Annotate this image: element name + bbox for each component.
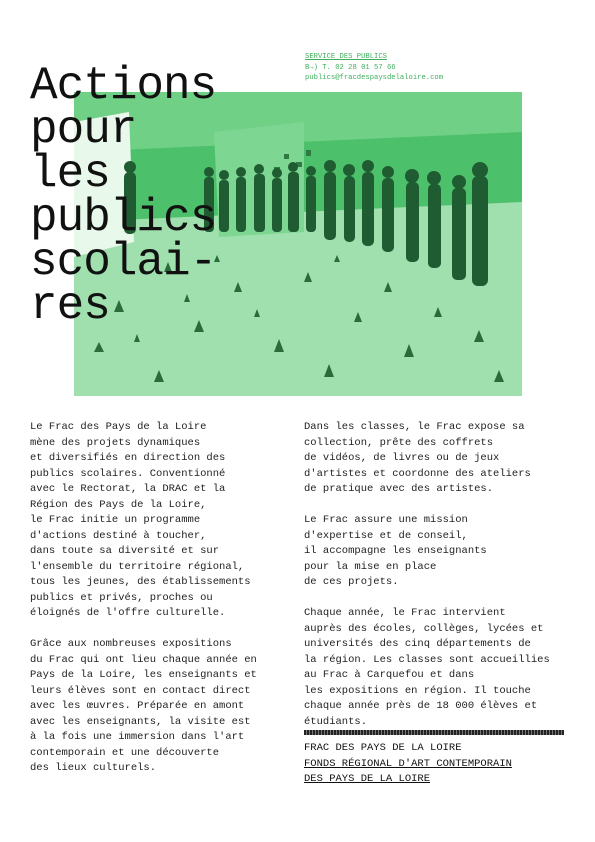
title-line-1: Actions — [30, 60, 217, 112]
page-title — [30, 60, 217, 332]
footer-org-fullname: FONDS RÉGIONAL D'ART CONTEMPORAIN — [304, 757, 512, 770]
title-line-6: res — [30, 280, 110, 332]
title-line-5: scolai- — [30, 236, 217, 288]
footer-org-region: DES PAYS DE LA LOIRE — [304, 773, 431, 785]
contact-email-link[interactable]: publics@fracdespaysdelaloire.com — [305, 74, 444, 82]
paragraph: Chaque année, le Frac intervient auprès des écoles, collèges, lycées et universités des cinq départements de la région. Les classes sont accueillies au Frac à Carquefou et dans les expositions en région. Il touche chaque année près de 18 000 élèves et étudiants. — [304, 607, 550, 728]
contact-heading: SERVICE DES PUBLICS — [305, 53, 387, 61]
footer-block — [304, 741, 569, 788]
title-line-2: pour — [30, 104, 137, 156]
left-text-column — [30, 420, 295, 792]
paragraph: Dans les classes, le Frac expose sa collection, prête des coffrets de vidéos, de livres ou de jeux d'artistes et coordonne des ateliers de pratique avec des artistes. — [304, 421, 531, 495]
right-text-column — [304, 420, 569, 746]
footer-org-name: FRAC DES PAYS DE LA LOIRE — [304, 742, 462, 754]
contact-block — [305, 52, 443, 84]
contact-phone: B→) T. 02 28 01 57 66 — [305, 63, 396, 72]
paragraph: Grâce aux nombreuses expositions du Frac qui ont lieu chaque année en Pays de la Loire, les enseignants et leurs élèves sont en contact direct avec les œuvres. Préparée en amont avec les enseignants, la visite est à la fois une immersion dans l'art contemporain et une découverte des lieux culturels. — [30, 638, 257, 774]
title-line-4: publics — [30, 192, 217, 244]
paragraph: Le Frac des Pays de la Loire mène des projets dynamiques et diversifiés en direction des publics scolaires. Conventionné avec le Rectorat, la DRAC et la Région des Pays de la Loire, le Frac initie un programme d'actions destiné à toucher, dans toute sa diversité et sur l'ensemble du territoire régional, tous les jeunes, des établissements publics et privés, proches ou éloignés de l'offre culturelle. — [30, 421, 251, 619]
footer-divider — [304, 730, 564, 735]
paragraph: Le Frac assure une mission d'expertise et de conseil, il accompagne les enseignants pour la mise en place de ces projets. — [304, 514, 487, 588]
title-line-3: les — [30, 148, 110, 200]
